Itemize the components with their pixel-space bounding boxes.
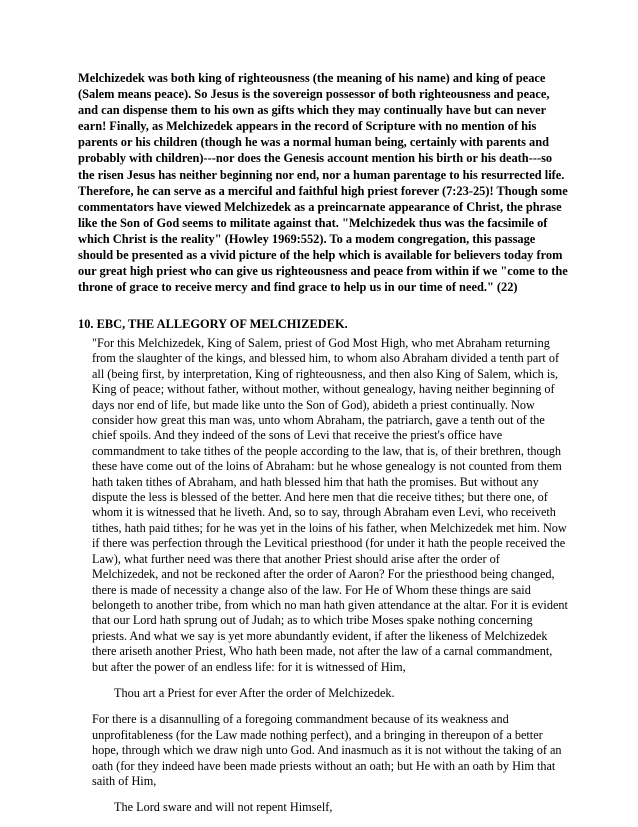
section-heading: 10. EBC, THE ALLEGORY OF MELCHIZEDEK. [78, 317, 348, 331]
quote-paragraph-1: "For this Melchizedek, King of Salem, priest of God Most High, who met Abraham returning from the slaughter of the kings, and blessed him, to whom also Abraham divided a tenth part of all (being first, by interpretation, King of righteousness, and then also King of Salem, which is, King of peace; without father, without mother, without genealogy, having neither beginning of days nor end of life, but made like unto the Son of God), abideth a priest continually. Now consider how great this man was, unto whom Abraham, the patriarch, gave a tenth out of the chief spoils. And they indeed of the sons of Levi that receive the priest's office have commandment to take tithes of the people according to the law, that is, of their brethren, though these have come out of the loins of Abraham: but he whose genealogy is not counted from them hath taken tithes of Abraham, and hath blessed him that hath the promises. But without any dispute the less is blessed of the better. And here men that die receive tithes; but there one, of whom it is witnessed that he liveth. And, so to say, through Abraham even Levi, who receiveth tithes, hath paid tithes; for he was yet in the loins of his father, when Melchizedek met him. Now if there was perfection through the Levitical priesthood (for under it hath the people received the Law), what further need was there that another Priest should arise after the order of Melchizedek, and not be reckoned after the order of Aaron? For the priesthood being changed, there is made of necessity a change also of the law. For He of Whom these things are said belongeth to another tribe, from which no man hath given attendance at the altar. For it is evident that our Lord hath sprung out of Judah; as to which tribe Moses spake nothing concerning priests. And what we say is yet more abundantly evident, if after the likeness of Melchizedek there ariseth another Priest, Who hath been made, not after the law of a carnal commandment, but after the power of an endless life: for it is witnessed of Him, [92, 336, 568, 674]
scripture-quote-block [92, 336, 568, 827]
verse-line-2: The Lord sware and will not repent Himself, [114, 800, 333, 815]
quote-paragraph-2: For there is a disannulling of a foregoing commandment because of its weakness and unprofitableness (for the Law made nothing perfect), and a bringing in thereupon of a better hope, through which we draw nigh unto God. And inasmuch as it is not without the taking of an oath (for they indeed have been made priests without an oath; but He with an oath by Him that saith of Him, [92, 712, 562, 788]
intro-paragraph: Melchizedek was both king of righteousness (the meaning of his name) and king of peace (Salem means peace). So Jesus is the sovereign possessor of both righteousness and peace, and can dispense them to his own as gifts which they may continually have but can never earn! Finally, as Melchizedek appears in the record of Scripture with no mention of his parents or his children (though he was a normal human being, certainly with parents and probably with children)---nor does the Genesis account mention his birth or his death---so the risen Jesus has neither beginning nor end, nor a human parentage to his resurrected life. Therefore, he can serve as a merciful and faithful high priest forever (7:23-25)! Though some commentators have viewed Melchizedek as a preincarnate appearance of Christ, the phrase like the Son of God seems to militate against that. "Melchizedek thus was the facsimile of which Christ is the reality" (Howley 1969:552). To a modem congregation, this passage should be presented as a vivid picture of the help which is available for believers today from our great high priest who can give us righteousness and peace from within if we "come to the throne of grace to receive mercy and find grace to help us in our time of need." (22) [78, 71, 568, 295]
verse-line-1: Thou art a Priest for ever After the order of Melchizedek. [114, 685, 395, 700]
